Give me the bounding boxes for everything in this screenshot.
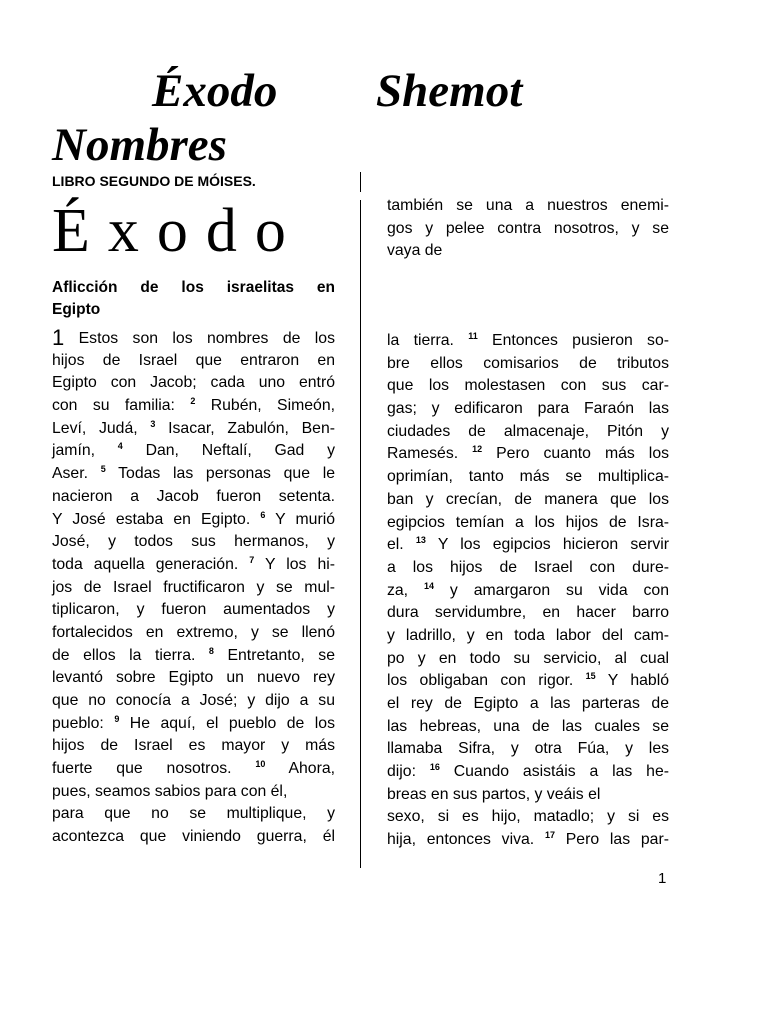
column-divider: [360, 200, 361, 868]
text-line: [387, 829, 669, 852]
verse-number: 16: [429, 762, 440, 773]
line-text: Estos son los nombres de los: [64, 330, 335, 347]
text-line: [52, 440, 335, 463]
line-text: para que no se multiplique, y: [52, 805, 335, 823]
line-text-after-verse: Todas las personas que le: [105, 465, 335, 483]
text-line: [52, 781, 335, 804]
text-line: [52, 622, 335, 645]
text-line: [52, 531, 335, 554]
book-subtitle: LIBRO SEGUNDO DE MÓISES.: [52, 173, 256, 189]
line-text: tiplicaron, y fueron aumentados y: [52, 601, 335, 619]
line-text: que no conocía a José; y dijo a su: [52, 692, 335, 709]
verse-number: 12: [472, 444, 483, 455]
line-text: ciudades de almacenaje, Pitón y: [387, 422, 669, 440]
text-line: [52, 395, 335, 418]
text-line: [387, 557, 669, 580]
section-heading-line: Aflicción de los israelitas en: [52, 279, 335, 296]
text-line: [387, 330, 669, 353]
text-line: [52, 667, 335, 690]
text-line: [387, 761, 669, 784]
text-line: [387, 218, 669, 241]
text-line: [387, 693, 669, 716]
line-text: la tierra.: [387, 332, 454, 349]
line-text: fuerte que nosotros.: [52, 760, 232, 778]
text-line: [52, 509, 335, 532]
verse-number: 13: [415, 535, 426, 546]
text-line: [52, 599, 335, 622]
line-text: acontezca que viniendo guerra, él: [52, 828, 335, 846]
title-shemot: Shemot: [376, 65, 523, 117]
line-text: bre ellos comisarios de tributos: [387, 354, 669, 372]
text-line: [52, 554, 335, 577]
verse-number: 2: [190, 396, 196, 407]
text-line: [387, 375, 669, 398]
verse-number: 4: [117, 441, 123, 452]
line-text: jamín,: [52, 442, 96, 460]
line-text-after-verse: Rubén, Simeón,: [195, 397, 336, 415]
right-text-column-top: [387, 195, 669, 263]
line-text-after-verse: Entretanto, se: [213, 646, 335, 664]
line-text-after-verse: Entonces pusieron so-: [477, 332, 669, 349]
line-text: gas; y edificaron para Faraón las: [387, 400, 669, 418]
text-line: [387, 716, 669, 739]
text-line: [52, 486, 335, 509]
verse-number: 6: [260, 509, 266, 520]
line-text: a los hijos de Israel con dure-: [387, 558, 669, 576]
text-line: [387, 195, 669, 218]
text-line: [387, 466, 669, 489]
line-text-after-verse: Isacar, Zabulón, Ben-: [155, 419, 336, 437]
text-line: [52, 327, 335, 350]
line-text: Leví, Judá,: [52, 419, 138, 437]
verse-number: 14: [424, 580, 435, 591]
line-text: breas en sus partos, y veáis el: [387, 785, 601, 803]
text-line: [387, 353, 669, 376]
line-text-after-verse: Pero cuanto más los: [482, 445, 670, 463]
line-text: el rey de Egipto a las parteras de: [387, 695, 669, 712]
line-text: hijos de Israel es mayor y más: [52, 737, 335, 755]
line-text: ban y crecían, de manera que los: [387, 490, 669, 508]
text-line: [387, 443, 669, 466]
text-line: [387, 580, 669, 603]
line-text-after-verse: Dan, Neftalí, Gad y: [122, 442, 335, 460]
text-line: [52, 350, 335, 373]
line-text: za,: [387, 581, 409, 599]
column-divider-top: [360, 172, 361, 192]
line-text: dijo:: [387, 763, 416, 781]
line-text: de ellos la tierra.: [52, 646, 196, 664]
line-text-after-verse: Y murió: [265, 510, 335, 528]
line-text-after-verse: y amargaron su vida con: [434, 581, 670, 599]
line-text: nacieron a Jacob fueron setenta.: [52, 487, 335, 505]
line-text: y ladrillo, y en toda labor del cam-: [387, 626, 669, 644]
line-text: vaya de: [387, 242, 443, 260]
line-text: oprimían, tanto más se multiplica-: [387, 468, 669, 486]
text-line: [387, 806, 669, 829]
line-text: dura servidumbre, en hacer barro: [387, 604, 669, 622]
text-line: [387, 534, 669, 557]
line-text: pueblo:: [52, 714, 104, 732]
line-text: po y en todo su servicio, al cual: [387, 649, 669, 667]
text-line: [52, 577, 335, 600]
line-text: pues, seamos sabios para con él,: [52, 782, 288, 800]
text-line: [52, 758, 335, 781]
line-text: fortalecidos en extremo, y se llenó: [52, 623, 335, 641]
text-line: [52, 463, 335, 486]
text-line: [387, 602, 669, 625]
line-text: levantó sobre Egipto un nuevo rey: [52, 669, 335, 687]
verse-number: 7: [249, 554, 255, 565]
text-line: [52, 690, 335, 713]
line-text-after-verse: Pero las par-: [554, 831, 669, 849]
line-text-after-verse: He aquí, el pueblo de los: [119, 714, 335, 732]
verse-number: 9: [114, 713, 120, 724]
line-text: los obligaban con rigor.: [387, 672, 574, 690]
line-text-after-verse: Ahora,: [265, 760, 336, 778]
line-text: también se una a nuestros enemi-: [387, 197, 669, 214]
text-line: [387, 670, 669, 693]
text-line: [387, 648, 669, 671]
line-text: Y José estaba en Egipto.: [52, 510, 251, 528]
line-text: egipcios temían a los hijos de Isra-: [387, 513, 669, 531]
line-text-after-verse: Cuando asistáis a las he-: [439, 763, 670, 781]
section-heading: [52, 277, 335, 321]
line-text: sexo, si es hijo, matadlo; y si es: [387, 808, 669, 826]
chapter-number: 1: [52, 325, 65, 350]
left-text-column: [52, 327, 335, 849]
text-line: [387, 421, 669, 444]
text-line: [52, 645, 335, 668]
line-text: el.: [387, 536, 404, 554]
line-text: Aser.: [52, 465, 88, 483]
line-text: llamaba Sifra, y otra Fúa, y les: [387, 740, 669, 758]
line-text: Egipto con Jacob; cada uno entró: [52, 374, 335, 392]
line-text-after-verse: Y los hi-: [254, 555, 335, 573]
text-line: [52, 735, 335, 758]
text-line: [387, 738, 669, 761]
text-line: [52, 372, 335, 395]
text-line: [52, 418, 335, 441]
page-number: 1: [658, 870, 667, 887]
verse-number: 10: [255, 759, 266, 770]
line-text: toda aquella generación.: [52, 555, 239, 573]
line-text: jos de Israel fructificaron y se mul-: [52, 578, 335, 596]
text-line: [387, 398, 669, 421]
line-text: José, y todos sus hermanos, y: [52, 533, 335, 551]
line-text: las hebreas, una de las cuales se: [387, 717, 669, 735]
line-text: que los molestasen con sus car-: [387, 377, 669, 395]
section-heading-line: Egipto: [52, 301, 101, 318]
text-line: [52, 713, 335, 736]
verse-number: 5: [100, 464, 106, 475]
line-text: Ramesés.: [387, 445, 459, 463]
line-text: gos y pelee contra nosotros, y se: [387, 219, 669, 237]
book-big-title: Éxodo: [52, 197, 304, 265]
line-text: hija, entonces viva.: [387, 831, 535, 849]
right-text-column-bottom: [387, 330, 669, 852]
text-line: [52, 803, 335, 826]
line-text: hijos de Israel que entraron en: [52, 351, 335, 369]
line-text-after-verse: Y los egipcios hicieron servir: [425, 536, 670, 554]
title-exodo: Éxodo: [152, 65, 278, 117]
line-text: con su familia:: [52, 397, 175, 415]
text-line: [52, 826, 335, 849]
text-line: [387, 625, 669, 648]
verse-number: 8: [208, 645, 214, 656]
line-text-after-verse: Y habló: [595, 672, 669, 690]
verse-number: 11: [468, 331, 478, 341]
verse-number: 15: [585, 671, 596, 682]
title-nombres: Nombres: [52, 119, 227, 171]
verse-number: 17: [544, 830, 555, 841]
text-line: [387, 512, 669, 535]
text-line: [387, 784, 669, 807]
verse-number: 3: [150, 418, 156, 429]
text-line: [387, 240, 669, 263]
text-line: [387, 489, 669, 512]
